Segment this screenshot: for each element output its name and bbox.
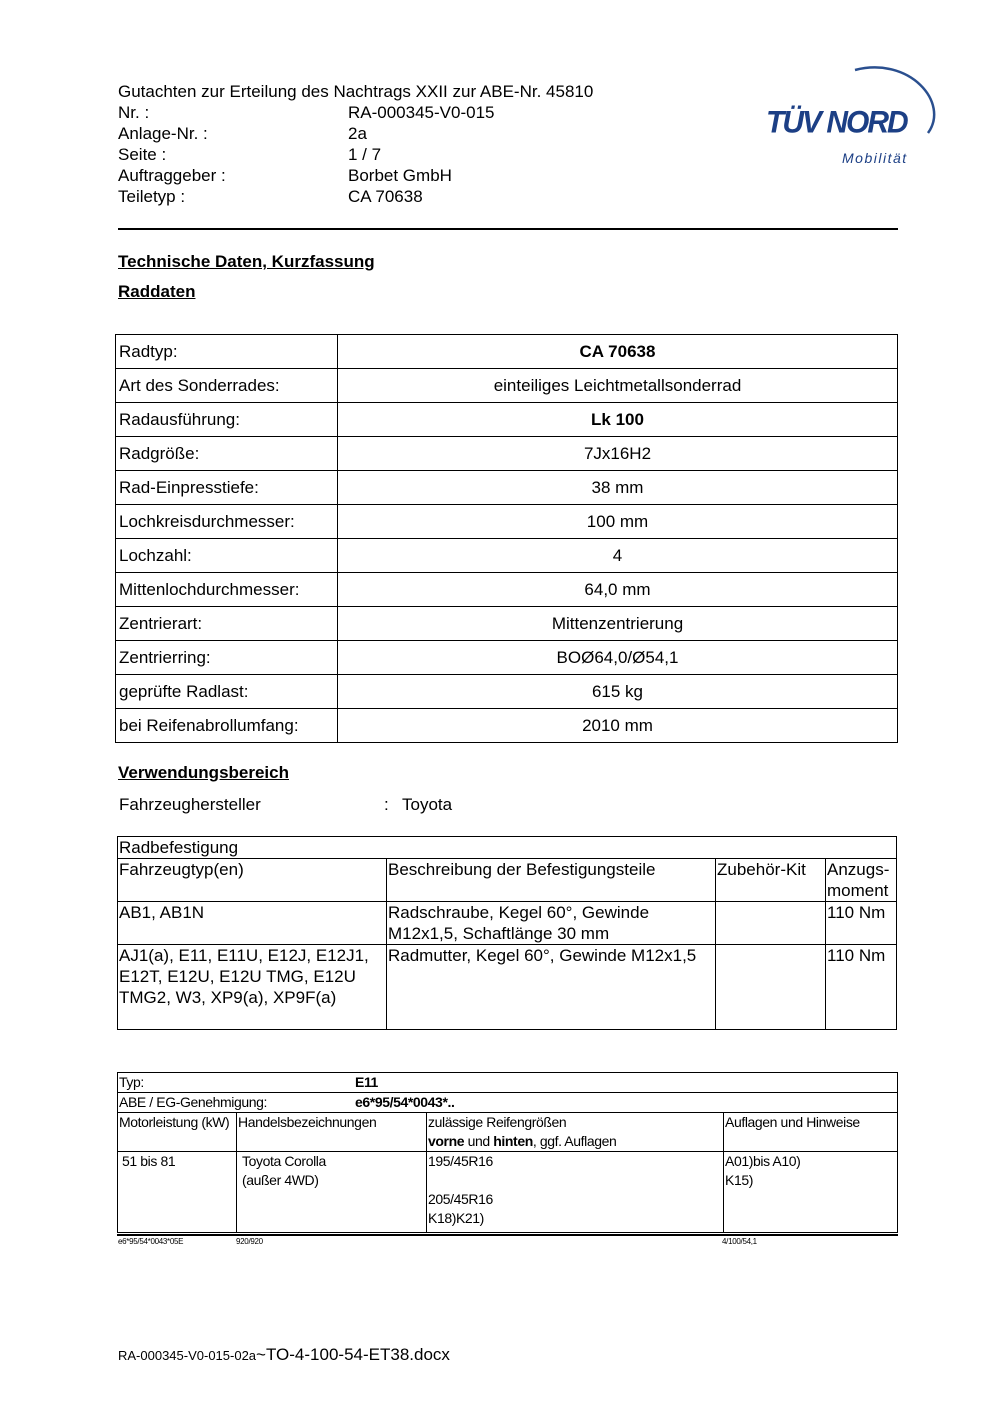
table-row [118, 945, 897, 1030]
raddaten-label: geprüfte Radlast: [116, 675, 338, 709]
table-row [116, 675, 898, 709]
document-header [118, 81, 738, 207]
header-value: RA-000345-V0-015 [348, 103, 495, 122]
column-header: Fahrzeugtyp(en) [118, 859, 387, 902]
raddaten-value: 4 [338, 539, 898, 573]
column-header [826, 859, 897, 902]
reifen-rest: , ggf. Auflagen [532, 1133, 617, 1149]
table-title-row [118, 837, 897, 859]
reifen-cell [427, 1152, 724, 1233]
column-header: Auflagen und Hinweise [724, 1113, 898, 1152]
reifen-line: 195/45R16 [428, 1153, 493, 1169]
radbefestigung-title: Radbefestigung [118, 837, 897, 859]
table-row [116, 505, 898, 539]
raddaten-value: BOØ64,0/Ø54,1 [338, 641, 898, 675]
raddaten-value: Mittenzentrierung [338, 607, 898, 641]
table-row [116, 573, 898, 607]
reifen-und: und [464, 1133, 494, 1149]
raddaten-value: 100 mm [338, 505, 898, 539]
reifen-header-line2 [428, 1132, 722, 1151]
anzugsmoment-cell: 110 Nm [826, 902, 897, 945]
header-label: Anlage-Nr. : [118, 124, 208, 143]
reifen-hinten: hinten [493, 1133, 533, 1149]
handel-cell [237, 1152, 427, 1233]
header-value: 1 / 7 [348, 145, 382, 164]
header-rule [118, 228, 898, 230]
footer-filename-large: ~TO-4-100-54-ET38.docx [256, 1345, 450, 1364]
header-row-teiletyp [118, 186, 738, 207]
anzugsmoment-cell: 110 Nm [826, 945, 897, 1030]
reifen-spacer [428, 1171, 722, 1190]
raddaten-table [115, 334, 898, 743]
section-heading-verwendung: Verwendungsbereich [118, 763, 289, 782]
logo-subtitle: Mobilität [842, 150, 908, 166]
table-row [116, 539, 898, 573]
raddaten-value: CA 70638 [338, 335, 898, 369]
header-row-seite [118, 144, 738, 165]
header-value: 2a [348, 124, 367, 143]
beschreibung-cell: Radschraube, Kegel 60°, Gewinde M12x1,5, Schaftlänge 30 mm [387, 902, 716, 945]
abe-label: ABE / EG-Genehmigung: [119, 1094, 268, 1110]
column-header: Motorleistung (kW) [118, 1113, 237, 1152]
section-heading-tech: Technische Daten, Kurzfassung [118, 252, 375, 271]
hersteller-sep: : [384, 795, 389, 814]
table-row [116, 335, 898, 369]
page-footer [118, 1345, 450, 1365]
column-header: Beschreibung der Befestigungsteile [387, 859, 716, 902]
raddaten-label: Rad-Einpresstiefe: [116, 471, 338, 505]
table-row [116, 471, 898, 505]
typ-label: Typ: [119, 1074, 144, 1090]
raddaten-label: Radtyp: [116, 335, 338, 369]
header-row-anlage [118, 123, 738, 144]
raddaten-value: 615 kg [338, 675, 898, 709]
column-header: Zubehör-Kit [716, 859, 826, 902]
zubehoer-cell [716, 945, 826, 1030]
raddaten-label: Zentrierring: [116, 641, 338, 675]
typ-row [118, 1073, 898, 1093]
table-row [116, 641, 898, 675]
abe-row [118, 1093, 898, 1113]
table-row [116, 369, 898, 403]
column-header-text: Anzugs-moment [827, 860, 890, 900]
raddaten-value: 64,0 mm [338, 573, 898, 607]
header-value: CA 70638 [348, 187, 423, 206]
table-row [116, 607, 898, 641]
table-header-row [118, 859, 897, 902]
footer-filename-small: RA-000345-V0-015-02a [118, 1348, 257, 1363]
hersteller-row [119, 795, 261, 815]
auflagen-line: A01)bis A10) [725, 1153, 801, 1169]
column-header: Handelsbezeichnungen [237, 1113, 427, 1152]
table-row [116, 403, 898, 437]
fahrzeugtypen-cell: AB1, AB1N [118, 902, 387, 945]
motor-cell: 51 bis 81 [118, 1152, 237, 1233]
raddaten-label: Radausführung: [116, 403, 338, 437]
header-row-nr [118, 102, 738, 123]
raddaten-value: einteiliges Leichtmetallsonderrad [338, 369, 898, 403]
reifen-header-line: zulässige Reifengrößen [428, 1114, 567, 1130]
handel-line: (außer 4WD) [242, 1172, 319, 1188]
typ-table [117, 1072, 898, 1233]
auflagen-line: K15) [725, 1172, 753, 1188]
raddaten-label: Radgröße: [116, 437, 338, 471]
handel-line: Toyota Corolla [242, 1153, 326, 1169]
raddaten-label: bei Reifenabrollumfang: [116, 709, 338, 743]
raddaten-label: Art des Sonderrades: [116, 369, 338, 403]
raddaten-label: Lochzahl: [116, 539, 338, 573]
table-row [116, 437, 898, 471]
table-row [116, 709, 898, 743]
tiny-footer-b: 920/920 [236, 1237, 263, 1246]
hersteller-value: Toyota [402, 795, 453, 814]
table-row [118, 902, 897, 945]
logo-brand: TÜV NORD [766, 105, 907, 140]
header-value: Borbet GmbH [348, 166, 452, 185]
radbefestigung-table [117, 836, 897, 1030]
tiny-footer-c: 4/100/54,1 [722, 1237, 757, 1246]
raddaten-value: 2010 mm [338, 709, 898, 743]
reifen-vorne: vorne [428, 1133, 465, 1149]
zubehoer-cell [716, 902, 826, 945]
raddaten-value: 7Jx16H2 [338, 437, 898, 471]
raddaten-label: Lochkreisdurchmesser: [116, 505, 338, 539]
raddaten-label: Zentrierart: [116, 607, 338, 641]
header-label: Auftraggeber : [118, 166, 226, 185]
reifen-line: 205/45R16 [428, 1191, 493, 1207]
table-header-row [118, 1113, 898, 1152]
table-row [118, 1152, 898, 1233]
tiny-footer-a: e6*95/54*0043*05E [118, 1237, 184, 1246]
fahrzeugtypen-cell: AJ1(a), E11, E11U, E12J, E12J1, E12T, E12U, E12U TMG, E12U TMG2, W3, XP9(a), XP9F(a) [118, 945, 387, 1030]
raddaten-label: Mittenlochdurchmesser: [116, 573, 338, 607]
beschreibung-cell: Radmutter, Kegel 60°, Gewinde M12x1,5 [387, 945, 716, 1030]
tuev-nord-logo [760, 58, 945, 173]
column-header-reifen [427, 1113, 724, 1152]
typ-value: E11 [355, 1074, 378, 1090]
typ-cell [118, 1073, 898, 1093]
typ-table-bottom-rule [117, 1234, 898, 1236]
raddaten-value: Lk 100 [338, 403, 898, 437]
reifen-line: K18)K21) [428, 1210, 484, 1226]
hersteller-label: Fahrzeughersteller [119, 795, 261, 814]
abe-cell [118, 1093, 898, 1113]
header-label: Seite : [118, 145, 167, 164]
abe-value: e6*95/54*0043*.. [355, 1094, 455, 1110]
header-label: Nr. : [118, 103, 150, 122]
header-label: Teiletyp : [118, 187, 186, 206]
header-row-auftraggeber [118, 165, 738, 186]
report-title: Gutachten zur Erteilung des Nachtrags XXII zur ABE-Nr. 45810 [118, 82, 594, 101]
auflagen-cell [724, 1152, 898, 1233]
section-heading-raddaten: Raddaten [118, 282, 196, 301]
raddaten-value: 38 mm [338, 471, 898, 505]
